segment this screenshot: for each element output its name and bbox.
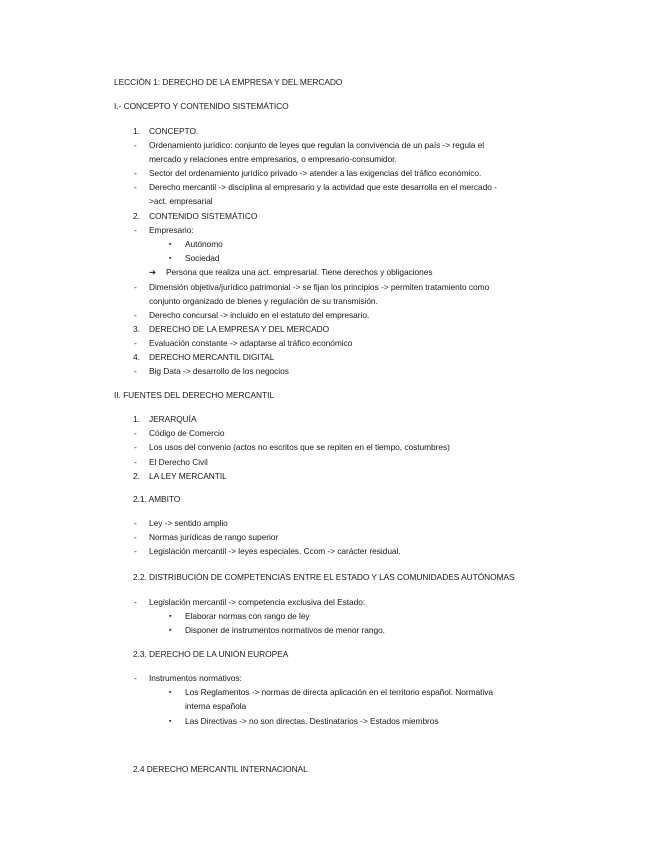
arrow-text: Persona que realiza una act. empresarial. Tiene derechos y obligaciones [166, 267, 433, 277]
bullet-text: Normas jurídicas de rango superior [149, 532, 279, 542]
document-title: LECCIÓN 1: DERECHO DE LA EMPRESA Y DEL MERCADO [114, 77, 343, 87]
bullet-text: Empresario: [149, 225, 194, 235]
bullet-text-continuation: mercado y relaciones entre empresarios, o empresario-consumidor. [149, 154, 397, 164]
bullet-text: Big Data -> desarrollo de los negocios [149, 366, 289, 376]
bullet-text: Los Reglamentos -> normas de directa aplicación en el territorio español. Normativa [185, 687, 493, 697]
bullet-text: Código de Comercio [149, 428, 225, 438]
bullet-text-continuation: interna española [185, 701, 247, 711]
bullet-text: El Derecho Civil [149, 457, 208, 467]
bullet-text: Legislación mercantil -> leyes especiales. Ccom -> carácter residual. [149, 546, 401, 556]
square-bullet-icon: ▪ [169, 689, 172, 696]
dash-marker: - [134, 532, 137, 542]
bullet-text: Elaborar normas con rango de ley [185, 611, 310, 621]
arrow-right-icon: ➔ [149, 267, 156, 277]
dash-marker: - [134, 225, 137, 235]
dash-marker: - [134, 310, 137, 320]
dash-marker: - [134, 442, 137, 452]
dash-marker: - [134, 168, 137, 178]
bullet-text: Los usos del convenio (actos no escritos que se repiten en el tiempo, costumbres) [149, 442, 450, 452]
dash-marker: - [134, 546, 137, 556]
dash-marker: - [134, 518, 137, 528]
subsection-heading: 2.1. AMBITO [133, 494, 181, 504]
item-number: 2. [133, 211, 140, 221]
dash-marker: - [134, 366, 137, 376]
item-label: CONCEPTO. [149, 126, 199, 136]
square-bullet-icon: ▪ [169, 627, 172, 634]
item-label: DERECHO DE LA EMPRESA Y DEL MERCADO [149, 324, 330, 334]
item-label: JERARQUÍA [149, 414, 197, 424]
item-number: 1. [133, 126, 140, 136]
section-heading-2: II. FUENTES DEL DERECHO MERCANTIL [114, 390, 274, 400]
bullet-text: Derecho concursal -> incluido en el estatuto del empresario. [149, 310, 370, 320]
bullet-text: Sociedad [185, 253, 220, 263]
bullet-text: Sector del ordenamiento jurídico privado -> atender a las exigencias del tráfico económico. [149, 168, 482, 178]
bullet-text-continuation: >act. empresarial [149, 196, 213, 206]
bullet-text-continuation: conjunto organizado de bienes y regulación de su transmisión. [149, 296, 378, 306]
dash-marker: - [134, 597, 137, 607]
bullet-text: Las Directivas -> no son directas. Destinatarios -> Estados miembros [185, 716, 439, 726]
bullet-text: Ordenamiento jurídico: conjunto de leyes que regulan la convivencia de un país -> regula el [149, 140, 485, 150]
square-bullet-icon: ▪ [169, 613, 172, 620]
item-label: DERECHO MERCANTIL DIGITAL [149, 352, 275, 362]
item-number: 1. [133, 414, 140, 424]
item-number: 4. [133, 352, 140, 362]
item-number: 3. [133, 324, 140, 334]
dash-marker: - [134, 140, 137, 150]
bullet-text: Derecho mercantil -> disciplina al empresario y la actividad que este desarrolla en el mercado - [149, 182, 497, 192]
dash-marker: - [134, 182, 137, 192]
dash-marker: - [134, 338, 137, 348]
bullet-text: Ley -> sentido amplio [149, 518, 228, 528]
bullet-text: Disponer de instrumentos normativos de menor rango. [185, 625, 385, 635]
subsection-heading: 2.4 DERECHO MERCANTIL INTERNACIONAL [133, 764, 308, 774]
dash-marker: - [134, 673, 137, 683]
dash-marker: - [134, 428, 137, 438]
dash-marker: - [134, 282, 137, 292]
item-label: CONTENIDO SISTEMÁTICO [149, 211, 258, 221]
square-bullet-icon: ▪ [169, 718, 172, 725]
dash-marker: - [134, 457, 137, 467]
bullet-text: Autónomo [185, 239, 223, 249]
subsection-heading: 2.3. DERECHO DE LA UNIÓN EUROPEA [133, 649, 289, 659]
item-label: LA LEY MERCANTIL [149, 471, 227, 481]
bullet-text: Instrumentos normativos: [149, 673, 242, 683]
square-bullet-icon: ▪ [169, 255, 172, 262]
bullet-text: Dimensión objetiva/jurídico patrimonial -> se fijan los principios -> permiten tratamiento como [149, 282, 490, 292]
subsection-heading: 2.2. DISTRIBUCIÓN DE COMPETENCIAS ENTRE EL ESTADO Y LAS COMUNIDADES AUTÓNOMAS [133, 572, 515, 582]
bullet-text: Legislación mercantil -> competencia exclusiva del Estado: [149, 597, 366, 607]
square-bullet-icon: ▪ [169, 241, 172, 248]
item-number: 2. [133, 471, 140, 481]
section-heading-1: I.- CONCEPTO Y CONTENIDO SISTEMÁTICO [114, 101, 289, 111]
bullet-text: Evaluación constante -> adaptarse al tráfico económico [149, 338, 353, 348]
